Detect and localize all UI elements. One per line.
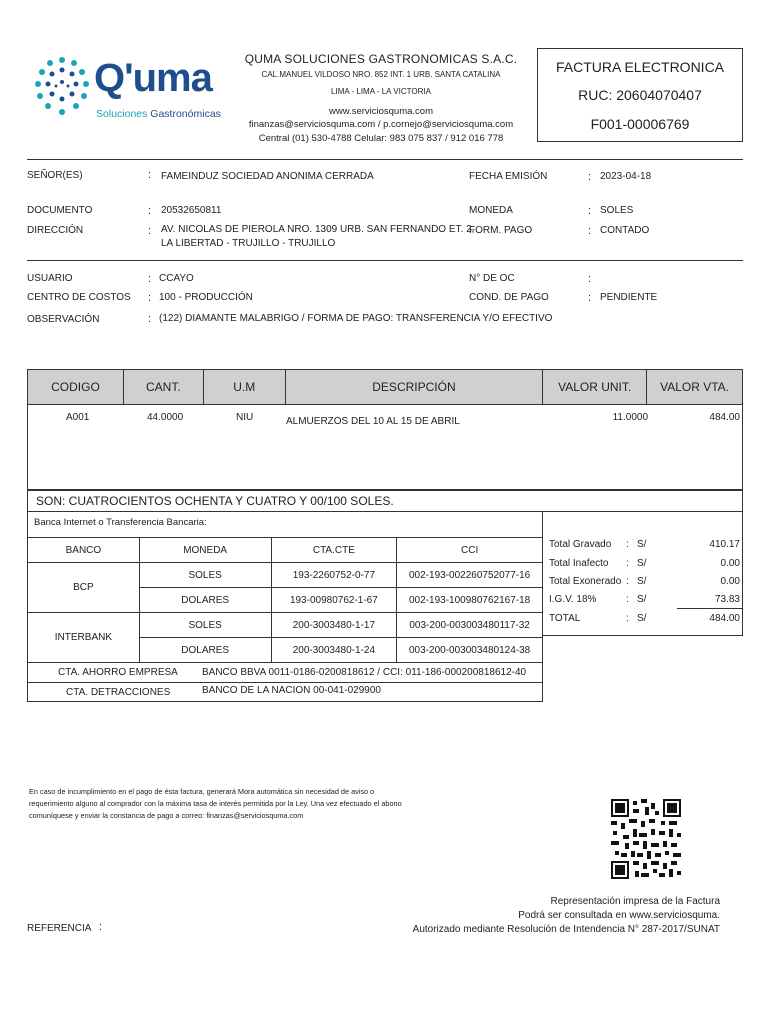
bank-title: Banca Internet o Transferencia Bancaria: — [27, 512, 543, 537]
item-valor-unit: 11.0000 — [612, 412, 648, 423]
divider — [27, 260, 743, 261]
amount-in-words: SON: CUATROCIENTOS OCHENTA Y CUATRO Y 00/100 SOLES. — [27, 489, 743, 512]
item-codigo: A001 — [66, 412, 90, 423]
qr-code-icon — [611, 799, 681, 879]
direccion-label: DIRECCIÓN — [27, 225, 84, 236]
item-cant: 44.0000 — [147, 412, 184, 423]
costos-label: CENTRO DE COSTOS — [27, 292, 131, 303]
company-address-1: CAL.MANUEL VILDOSO NRO. 852 INT. 1 URB. SANTA CATALINA — [261, 70, 501, 79]
detracciones-row — [27, 683, 543, 702]
col-valor-unit: VALOR UNIT. — [543, 370, 647, 405]
logo-dots-icon — [30, 54, 94, 124]
bank-header-row — [28, 538, 543, 563]
col-valor-vta: VALOR VTA. — [647, 370, 743, 405]
formpago-value: CONTADO — [600, 225, 650, 236]
company-phones: Central (01) 530-4788 Celular: 983 075 837 / 912 016 778 — [258, 133, 504, 144]
representation-line-1: Representación impresa de la Factura — [550, 896, 720, 907]
table-row: BCP SOLES 193-2260752-0-77 002-193-002260752077-16 — [28, 563, 543, 588]
usuario-value: CCAYO — [159, 273, 194, 284]
invoice-ruc: RUC: 20604070407 — [578, 87, 702, 103]
documento-label: DOCUMENTO — [27, 205, 93, 216]
ahorro-label: CTA. AHORRO EMPRESA — [58, 667, 178, 678]
table-row — [28, 412, 742, 432]
company-emails: finanzas@serviciosquma.com / p.cornejo@serviciosquma.com — [248, 119, 514, 130]
qr-code — [611, 799, 681, 879]
total-underline — [677, 608, 743, 609]
representation-line-2: Podrá ser consultada en www.serviciosquma. — [518, 910, 720, 921]
bank-info — [27, 512, 543, 702]
item-valor-vta: 484.00 — [709, 412, 740, 423]
bank-bcp: BCP — [28, 563, 140, 613]
invoice-id-box — [537, 48, 743, 142]
company-address-2: LIMA - LIMA - LA VICTORIA — [331, 87, 431, 96]
usuario-label: USUARIO — [27, 273, 73, 284]
detr-value: BANCO DE LA NACION 00-041-029900 — [202, 685, 381, 696]
fecha-label: FECHA EMISIÓN — [469, 171, 548, 182]
payment-notice: En caso de incumplimiento en el pago de ésta factura, generará Mora automática sin necesidad de aviso o requerimiento alguno al comprador con la máxima tasa de interés permitida por la Ley. Una vez efectuado el abono comuníquese y enviar la constancia de pago a correo: finanzas@serviciosquma.com — [29, 787, 402, 820]
senores-label: SEÑOR(ES) — [27, 170, 83, 181]
totals-box — [543, 512, 743, 636]
invoice-number: F001-00006769 — [590, 116, 690, 132]
item-descripcion: ALMUERZOS DEL 10 AL 15 DE ABRIL — [286, 416, 460, 427]
invoice-type: FACTURA ELECTRONICA — [555, 59, 725, 75]
table-row: DOLARES 193-00980762-1-67 002-193-100980762167-18 — [28, 588, 543, 613]
moneda-value: SOLES — [600, 205, 634, 216]
logo-brand: Q'uma — [94, 56, 212, 100]
table-row: DOLARES 200-3003480-1-24 003-200-003003480124-38 — [28, 638, 543, 663]
total-gravado-row: Total Gravado : S/ 410.17 — [549, 539, 740, 550]
obs-label: OBSERVACIÓN — [27, 314, 100, 325]
bank-col-cta: CTA.CTE — [271, 538, 397, 563]
divider — [27, 159, 743, 160]
representation-line-3: Autorizado mediante Resolución de Intendencia N° 287-2017/SUNAT — [412, 924, 720, 935]
company-name: QUMA SOLUCIONES GASTRONOMICAS S.A.C. — [244, 52, 518, 66]
oc-label: N° DE OC — [469, 273, 515, 284]
direccion-line-2: LA LIBERTAD - TRUJILLO - TRUJILLO — [161, 238, 336, 249]
company-web: www.serviciosquma.com — [329, 106, 433, 117]
igv-row: I.G.V. 18% : S/ 73.83 — [549, 594, 740, 605]
total-inafecto-row: Total Inafecto : S/ 0.00 — [549, 558, 740, 569]
bank-interbank: INTERBANK — [28, 613, 140, 663]
moneda-label: MONEDA — [469, 205, 513, 216]
company-logo — [30, 54, 230, 124]
col-um: U.M — [203, 370, 285, 405]
detr-label: CTA. DETRACCIONES — [66, 687, 171, 698]
ahorro-row — [27, 663, 543, 683]
items-body — [27, 404, 743, 489]
obs-value: (122) DIAMANTE MALABRIGO / FORMA DE PAGO: TRANSFERENCIA Y/O EFECTIVO — [159, 313, 553, 324]
cond-label: COND. DE PAGO — [469, 292, 549, 303]
bank-col-banco: BANCO — [28, 538, 140, 563]
logo-tagline: Soluciones Gastronómicas — [96, 108, 221, 120]
bank-col-moneda: MONEDA — [139, 538, 271, 563]
total-row: TOTAL : S/ 484.00 — [549, 613, 740, 624]
cond-value: PENDIENTE — [600, 292, 658, 303]
table-row: INTERBANK SOLES 200-3003480-1-17 003-200-003003480117-32 — [28, 613, 543, 638]
total-exonerado-row: Total Exonerado : S/ 0.00 — [549, 576, 740, 587]
col-cant: CANT. — [123, 370, 203, 405]
col-codigo: CODIGO — [28, 370, 124, 405]
senores-value: FAMEINDUZ SOCIEDAD ANONIMA CERRADA — [161, 171, 374, 182]
col-descripcion: DESCRIPCIÓN — [285, 370, 543, 405]
referencia-label: REFERENCIA — [27, 923, 92, 934]
bank-col-cci: CCI — [397, 538, 543, 563]
ahorro-value: BANCO BBVA 0011-0186-0200818612 / CCI: 011-186-000200818612-40 — [202, 667, 527, 678]
items-header-row — [28, 370, 743, 405]
documento-value: 20532650811 — [161, 205, 222, 216]
items-table — [27, 369, 743, 405]
bank-table — [27, 537, 543, 663]
item-um: NIU — [236, 412, 254, 423]
fecha-value: 2023-04-18 — [600, 171, 652, 182]
formpago-label: FORM. PAGO — [469, 225, 533, 236]
direccion-line-1: AV. NICOLAS DE PIEROLA NRO. 1309 URB. SAN FERNANDO ET. 2, — [161, 224, 475, 235]
costos-value: 100 - PRODUCCIÓN — [159, 292, 253, 303]
